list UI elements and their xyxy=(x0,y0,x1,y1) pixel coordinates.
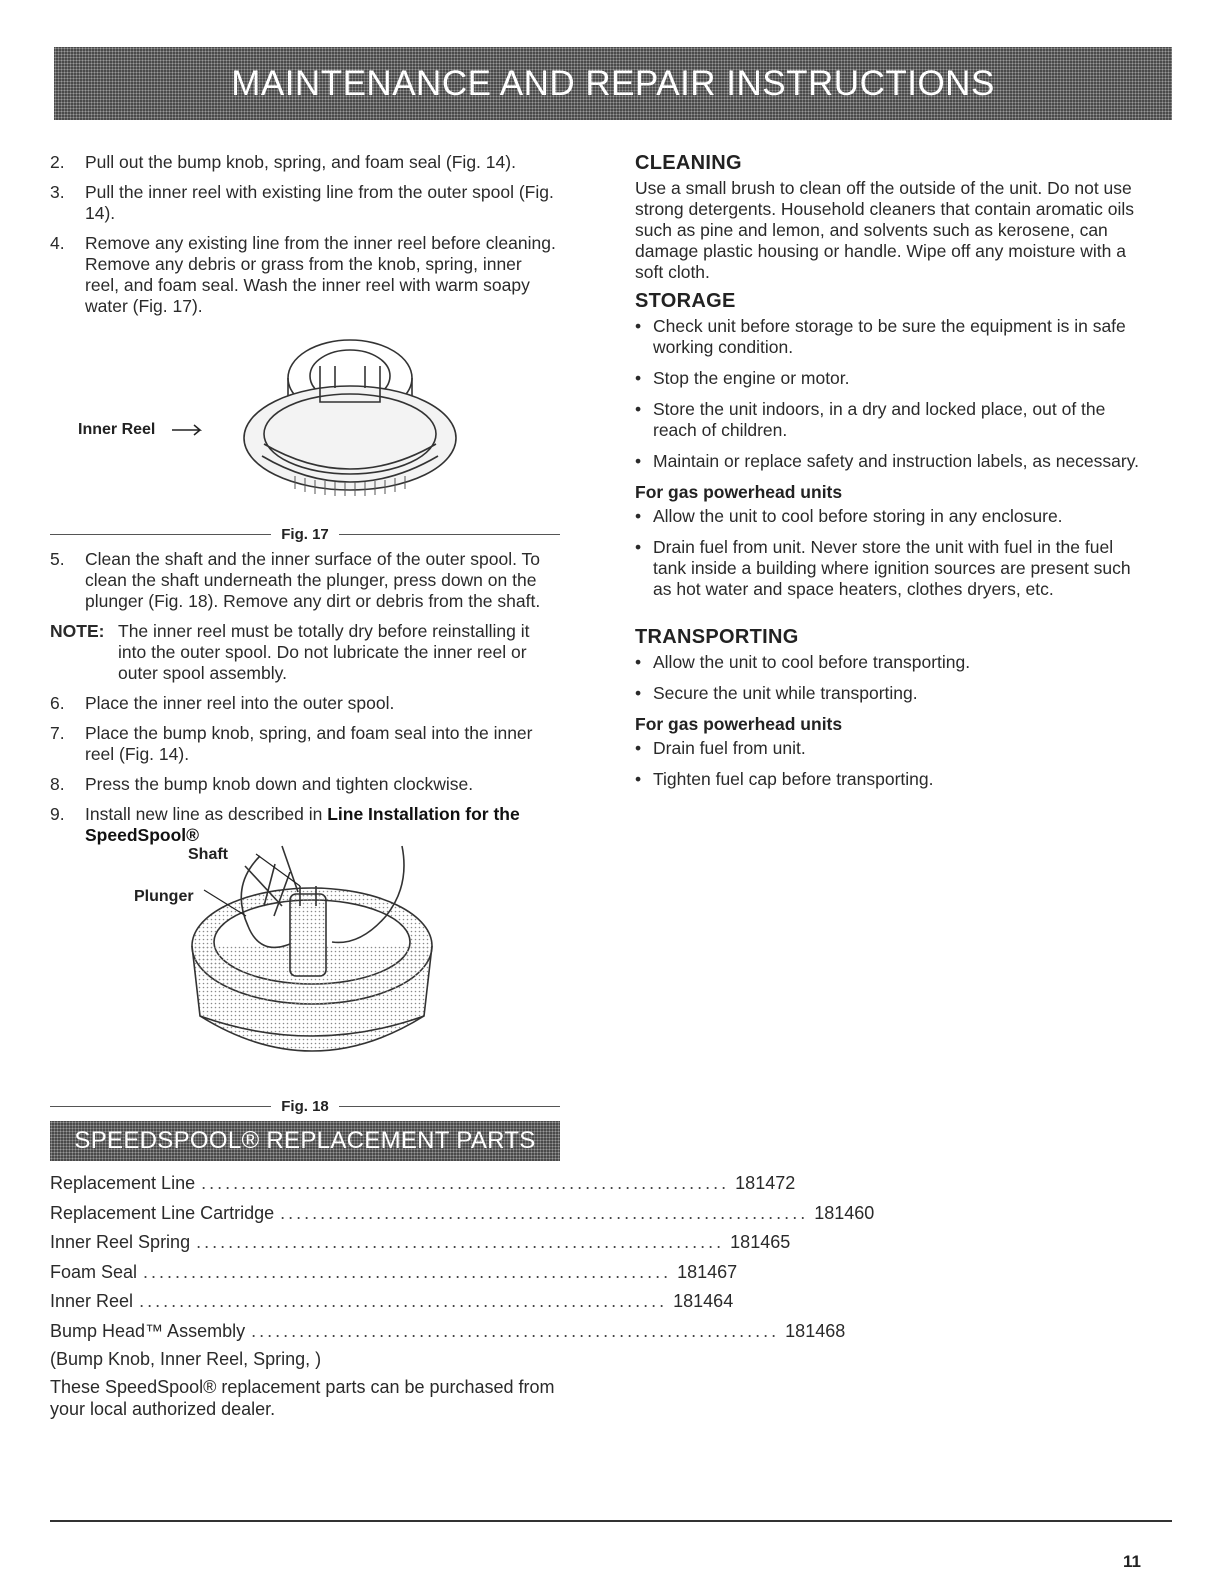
step-item: 3. Pull the inner reel with existing line from the outer spool (Fig. 14). xyxy=(50,182,554,223)
list-item: • Stop the engine or motor. xyxy=(635,368,850,388)
transporting-gas-subtitle: For gas powerhead units xyxy=(635,714,843,734)
list-item: • Allow the unit to cool before storing in any enclosure. xyxy=(635,506,1063,526)
section-title-storage: STORAGE xyxy=(635,290,736,312)
storage-list xyxy=(635,316,1145,472)
parts-list xyxy=(50,1169,875,1420)
list-item: • Maintain or replace safety and instruction labels, as necessary. xyxy=(635,451,1140,471)
parts-banner xyxy=(50,1121,560,1161)
list-item: • Check unit before storage to be sure the equipment is in safe working condition. xyxy=(635,316,1126,357)
list-item: Bump Head™ Assembly .................................................................. 181468 xyxy=(50,1320,846,1341)
step-item: 7. Place the bump knob, spring, and foam seal into the inner reel (Fig. 14). xyxy=(50,723,533,764)
step-item: 8. Press the bump knob down and tighten clockwise. xyxy=(50,774,474,794)
figure-18-caption: Fig. 18 xyxy=(50,1098,560,1115)
section-title-transporting: TRANSPORTING xyxy=(635,626,799,648)
callout-shaft: Shaft xyxy=(188,846,228,863)
step-item: 2. Pull out the bump knob, spring, and foam seal (Fig. 14). xyxy=(50,152,516,172)
list-item: • Secure the unit while transporting. xyxy=(635,683,918,703)
step-item: 6. Place the inner reel into the outer spool. xyxy=(50,693,395,713)
list-item: • Store the unit indoors, in a dry and locked place, out of the reach of children. xyxy=(635,399,1106,440)
parts-title: SPEEDSPOOL® REPLACEMENT PARTS xyxy=(74,1127,536,1154)
steps-group-b xyxy=(50,549,560,612)
transporting-gas-list xyxy=(635,738,1145,790)
list-item: • Drain fuel from unit. xyxy=(635,738,806,758)
list-item: • Allow the unit to cool before transporting. xyxy=(635,652,971,672)
link-reference: Line Installation for the SpeedSpool® xyxy=(85,804,520,845)
step-item: 4. Remove any existing line from the inner reel before cleaning. Remove any debris or grass from the knob, spring, inner reel, and foam seal. Wash the inner reel with warm soapy water (Fig. 17). xyxy=(50,233,556,316)
storage-gas-subtitle: For gas powerhead units xyxy=(635,482,843,502)
storage-gas-list xyxy=(635,506,1145,600)
right-column xyxy=(635,152,1145,800)
callout-plunger: Plunger xyxy=(134,888,194,905)
plunger-illustration xyxy=(50,846,560,1098)
transporting-list xyxy=(635,652,1145,704)
page-title: MAINTENANCE AND REPAIR INSTRUCTIONS xyxy=(231,63,995,103)
section-title-cleaning: CLEANING xyxy=(635,152,742,174)
list-item: Replacement Line .................................................................. 181472 xyxy=(50,1173,796,1193)
parts-dealer-note: These SpeedSpool® replacement parts can be purchased from your local authorized dealer. xyxy=(50,1377,555,1419)
list-item: Replacement Line Cartridge .................................................................. 181460 xyxy=(50,1202,875,1223)
parts-sub-note: (Bump Knob, Inner Reel, Spring, ) xyxy=(50,1349,322,1369)
page-number: 11 xyxy=(1123,1552,1141,1571)
callout-inner-reel: Inner Reel xyxy=(78,421,156,438)
steps-group-c xyxy=(50,693,560,846)
step-item: 9. Install new line as described in Line Installation for the SpeedSpool® xyxy=(50,804,520,845)
header-banner xyxy=(54,47,1172,120)
list-item: Foam Seal .................................................................. 181467 xyxy=(50,1261,738,1282)
cleaning-text: Use a small brush to clean off the outside of the unit. Do not use strong detergents. Household cleaners that contain aromatic oils such as pine and lemon, and solvents such as kerosene, can damage plastic housing or handle. Wipe off any moisture with a soft cloth. xyxy=(635,178,1135,282)
note-block: NOTE: The inner reel must be totally dry before reinstalling it into the outer spool. Do not lubricate the inner reel or outer spool assembly. xyxy=(50,621,530,683)
step-item: 5. Clean the shaft and the inner surface of the outer spool. To clean the shaft underneath the plunger, press down on the plunger (Fig. 18). Remove any dirt or debris from the shaft. xyxy=(50,549,541,611)
list-item: • Drain fuel from unit. Never store the unit with fuel in the fuel tank inside a building where ignition sources are present such as hot water and space heaters, clothes dryers, etc. xyxy=(635,537,1131,599)
figure-17-caption: Fig. 17 xyxy=(50,526,560,543)
list-item: • Tighten fuel cap before transporting. xyxy=(635,769,934,789)
steps-group-a xyxy=(50,152,560,317)
figure-17 xyxy=(50,326,560,526)
figure-18 xyxy=(50,846,560,1098)
list-item: Inner Reel .................................................................. 181464 xyxy=(50,1291,734,1311)
list-item: Inner Reel Spring .................................................................. 181465 xyxy=(50,1232,791,1252)
footer-divider xyxy=(50,1520,1172,1522)
